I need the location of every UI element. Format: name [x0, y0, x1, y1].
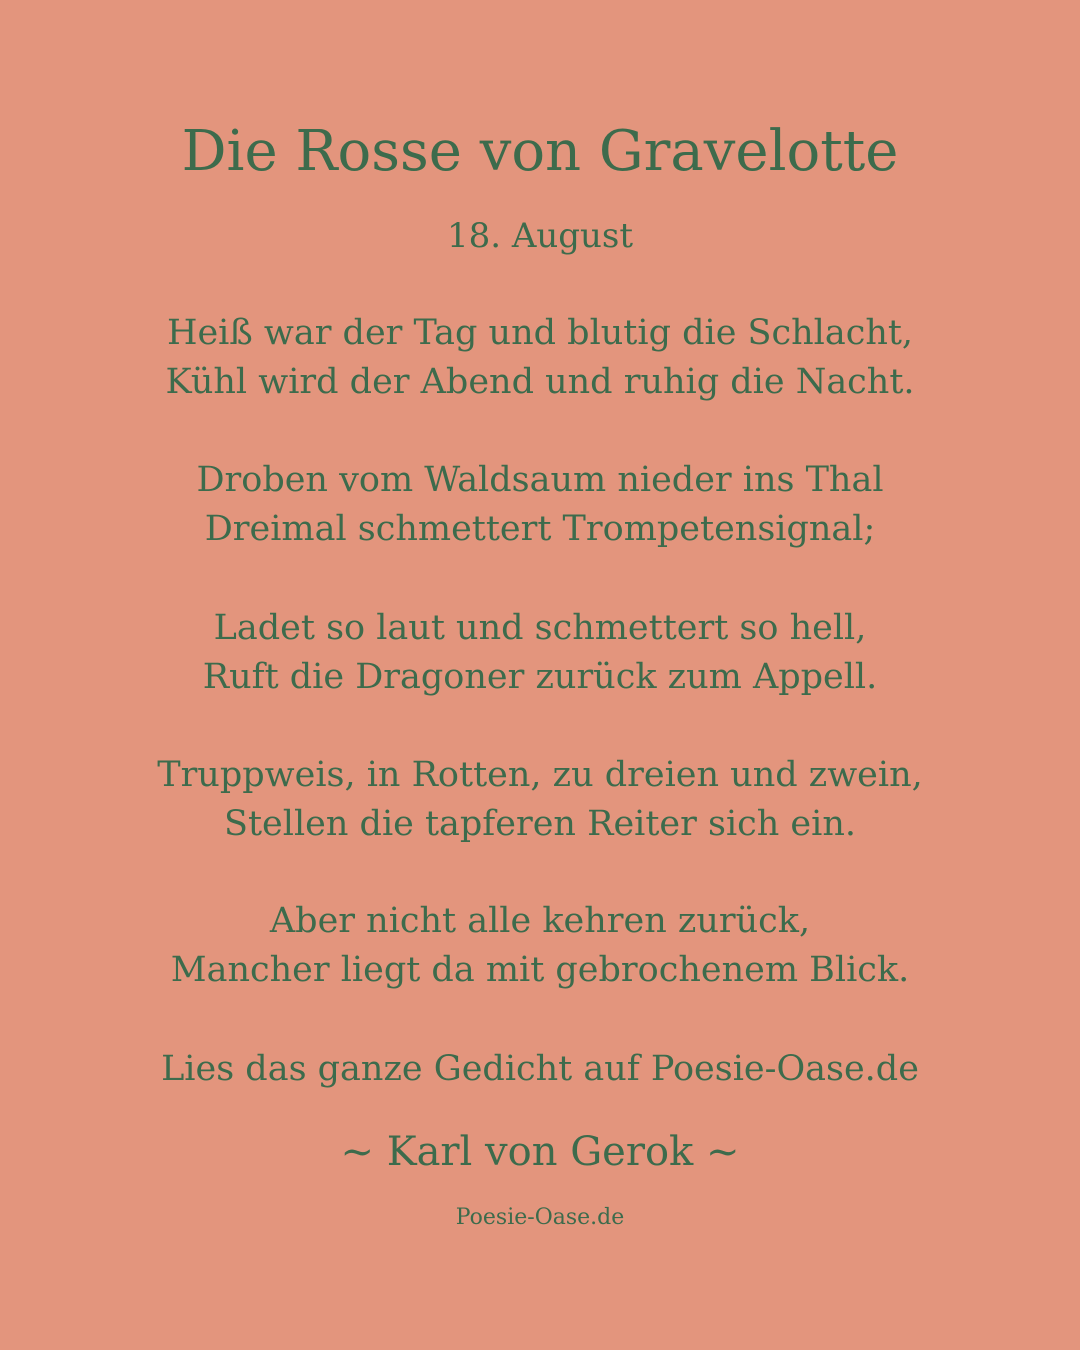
- poem-date: 18. August: [446, 216, 634, 256]
- stanza-4-line-2: Stellen die tapferen Reiter sich ein.: [224, 804, 856, 844]
- stanza-3-line-2: Ruft die Dragoner zurück zum Appell.: [202, 657, 878, 697]
- stanza-5-line-2: Mancher liegt da mit gebrochenem Blick.: [170, 950, 910, 990]
- stanza-4-line-1: Truppweis, in Rotten, zu dreien und zwein,: [157, 755, 923, 795]
- stanza-1-line-1: Heiß war der Tag und blutig die Schlacht,: [166, 313, 914, 353]
- poem-title: Die Rosse von Gravelotte: [181, 119, 899, 184]
- stanza-3-line-1: Ladet so laut und schmettert so hell,: [213, 608, 867, 648]
- author-name: ~ Karl von Gerok ~: [340, 1129, 740, 1175]
- stanza-2-line-1: Droben vom Waldsaum nieder ins Thal: [196, 460, 884, 500]
- read-full-poem-text: Lies das ganze Gedicht auf Poesie-Oase.de: [161, 1049, 919, 1089]
- stanza-1-line-2: Kühl wird der Abend und ruhig die Nacht.: [165, 362, 915, 402]
- site-watermark: Poesie-Oase.de: [455, 1205, 625, 1230]
- stanza-2-line-2: Dreimal schmettert Trompetensignal;: [204, 509, 876, 549]
- stanza-5-line-1: Aber nicht alle kehren zurück,: [269, 901, 811, 941]
